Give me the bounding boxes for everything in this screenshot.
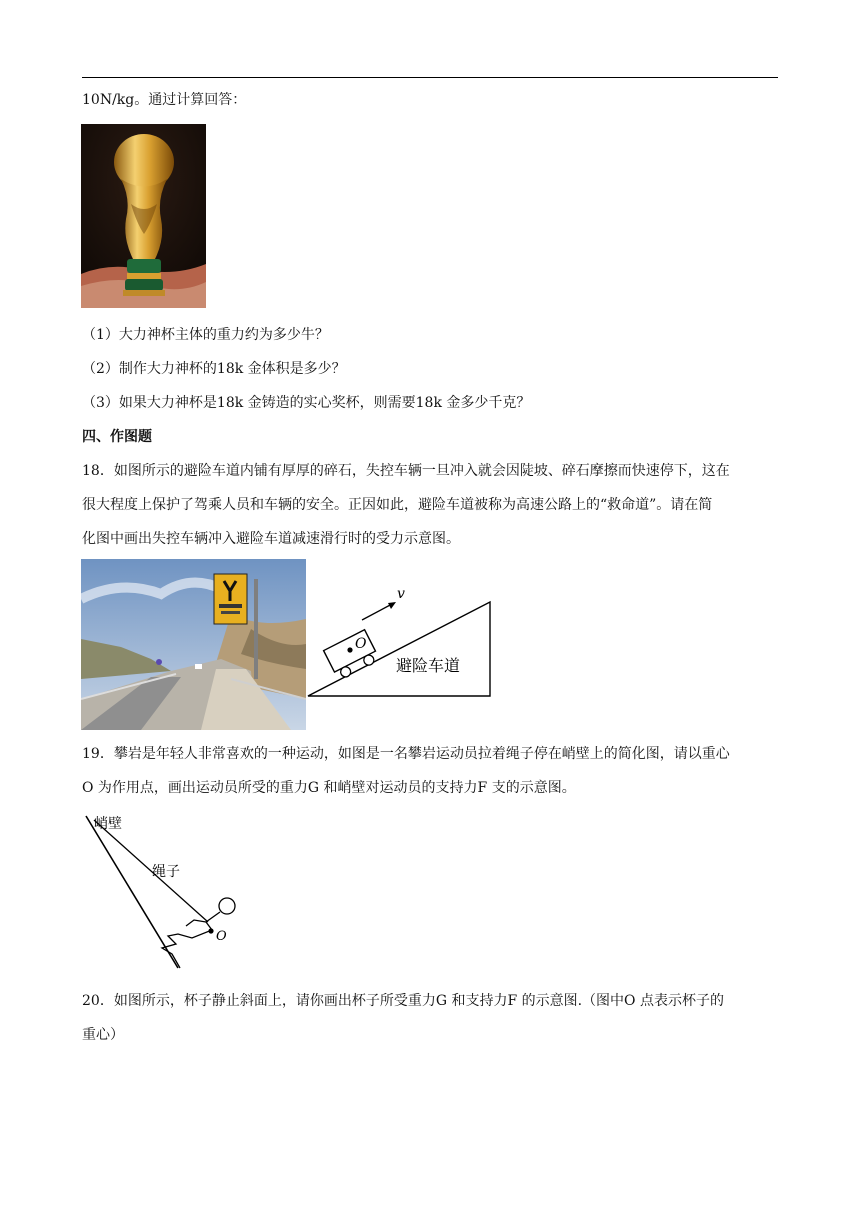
q19-line2: O 为作用点，画出运动员所受的重力G 和峭壁对运动员的支持力F 支的示意图。	[82, 780, 576, 796]
climber-diagram	[80, 810, 245, 975]
escape-ramp-diagram	[300, 584, 500, 700]
q20-line2: 重心）	[82, 1027, 124, 1043]
q18-line1: 18．如图所示的避险车道内铺有厚厚的碎石，失控车辆一旦冲入就会因陡坡、碎石摩擦而快速停下，这在	[82, 463, 730, 479]
q20-line1: 20．如图所示，杯子静止斜面上，请你画出杯子所受重力G 和支持力F 的示意图.（图中O 点表示杯子的	[82, 993, 724, 1009]
header-rule	[82, 77, 778, 78]
q18-line3: 化图中画出失控车辆冲入避险车道减速滑行时的受力示意图。	[82, 531, 460, 547]
escape-ramp-photo	[81, 559, 306, 730]
q17-sub2: （2）制作大力神杯的18k 金体积是多少？	[82, 361, 346, 377]
q17-sub1: （1）大力神杯主体的重力约为多少牛？	[82, 327, 329, 343]
trophy-photo	[81, 124, 206, 308]
center-of-gravity-dot	[208, 928, 213, 933]
point-o-label: O	[216, 929, 227, 944]
velocity-label: v	[397, 586, 405, 602]
q17-sub3: （3）如果大力神杯是18k 金铸造的实心奖杯，则需要18k 金多少千克？	[82, 395, 531, 411]
q18-line2: 很大程度上保护了驾乘人员和车辆的安全。正因如此，避险车道被称为高速公路上的“救命道”。请在简	[82, 497, 713, 513]
rope-label: 绳子	[152, 864, 180, 880]
rope-line	[94, 820, 208, 922]
center-of-gravity-dot	[347, 647, 352, 652]
section-heading: 四、作图题	[82, 429, 152, 445]
climber-body	[162, 912, 220, 968]
wall-label: 峭壁	[94, 816, 122, 832]
point-o-label: O	[355, 636, 367, 652]
intro-line: 10N/kg。通过计算回答：	[82, 92, 247, 108]
ramp-label: 避险车道	[396, 656, 461, 675]
climber-head	[219, 898, 235, 914]
velocity-arrow	[362, 604, 392, 620]
q19-line1: 19．攀岩是年轻人非常喜欢的一种运动，如图是一名攀岩运动员拉着绳子停在峭壁上的简化图，请以重心	[82, 746, 730, 762]
cliff-wall	[86, 816, 178, 968]
